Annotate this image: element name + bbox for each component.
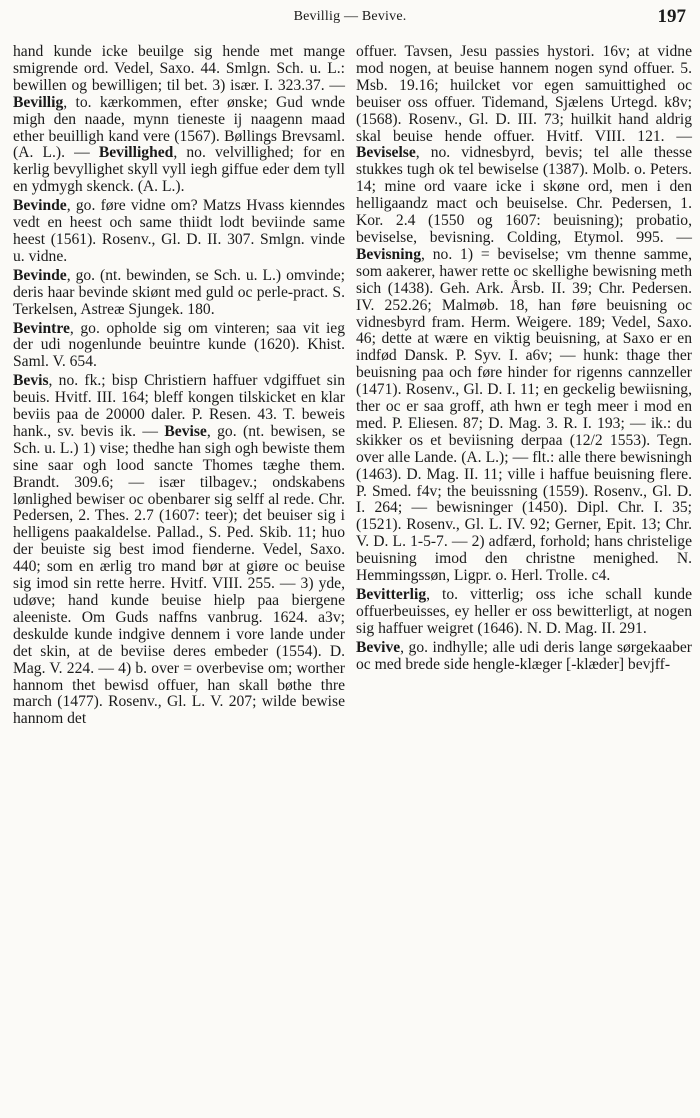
left-column: [13, 44, 345, 728]
headword: Bevillig: [13, 93, 64, 111]
entry-text: , go. opholde sig om vinteren; saa vit ieg der udi nogenlunde beuintre kunde (1620). Khist. Saml. V. 654.: [13, 319, 345, 371]
entry-text: offuer. Tavsen, Jesu passies hystori. 16v; at vidne mod nogen, at beuise hannem nogen synd offuer. 5. Msb. 19.16; huilcket vor egen samuittighed oc beuiser oss offuer. Tidemand, Sjælens Urtegd. k8v; (1568). Rosenv., Gl. D. III. 73; huilkit hand aldrig skal beuise hende offuer. Hvitf. VIII. 121. —: [356, 43, 692, 145]
headword: Bevive: [356, 638, 401, 656]
dictionary-entry: [356, 587, 692, 638]
headword: Bevintre: [13, 319, 70, 337]
headword: Bevinde: [13, 197, 67, 215]
entry-text: hand kunde icke beuilge sig hende met mange smigrende ord. Vedel, Saxo. 44. Smlgn. Sch. u. L.: bewillen og bewilligen; til bet. 3) især. I. 323.37. —: [13, 43, 345, 94]
headword: Bevise: [164, 422, 207, 440]
dictionary-entry: [13, 44, 345, 196]
right-column: [356, 44, 692, 674]
dictionary-entry: [356, 44, 692, 585]
page-header: [0, 6, 700, 30]
entry-text: , go. (nt. bewinden, se Sch. u. L.) omvinde; deris haar bevinde skiønt med guld oc perle-pract. S. Terkelsen, Astreæ Sjungek. 180.: [13, 266, 345, 318]
entry-text: , to. vitterlig; oss iche schall kunde offuerbeuisses, ey heller er oss bewitterligt, at nogen sig haffuer weigret (1646). N. D. Mag. II. 291.: [356, 586, 692, 637]
page-number: 197: [657, 6, 686, 27]
entry-text: , no. vidnesbyrd, bevis; tel alle thesse stukkes tugh ok tel bewiselse (1387). Molb. o. Peters. 14; mine ord vaare icke i skøne ord, men i den helligaandz mact och beuiselse. Chr. Pedersen, 1. Kor. 2.4 (1550 og 1607: beuisning); probatio, beviselse, bevisning. Colding, Etymol. 995. —: [356, 144, 692, 246]
dictionary-entry: [13, 198, 345, 266]
dictionary-entry: [13, 373, 345, 728]
entry-text: , go. føre vidne om? Matzs Hvass kienndes vedt en heest och same thiidt lodt beviinde same heest (1561). Rosenv., Gl. D. II. 307. Smlgn. vinde u. vidne.: [13, 197, 345, 265]
headword: Bevinde: [13, 266, 67, 284]
entry-text: , no. velvillighed; for en kerlig bevyllighet skyll vyll iegh giffue eder dem tyll en ydmygh skenck. (A. L.).: [13, 144, 345, 196]
headword: Bevitterlig: [356, 586, 427, 603]
dictionary-entry: [13, 321, 345, 372]
entry-text: , no. 1) = beviselse; vm thenne samme, som aakerer, hawer rette oc skellighe bewisning meth sich (1438). Geh. Ark. Årsb. II. 39; Chr. Pedersen. IV. 252.26; Malmøb. 18, han føre beuisning oc vidnesbyrd fram. Herm. Weigere. 189; Vedel, Saxo. 46; dette at wære en viktig beuisning, at Saxo er en indfød Dansk. P. Syv. I. a6v; — hunk: thage ther beuisning paa och føre hinder for rigenns cannzeller (1471). Rosenv., Gl. D. I. 11; en geckelig bewiisning, ther oc er saa groff, ath hwn er tegh meer i mod en med. P. Eliesen. 87; D. Mag. 3. R. I. 193; — ik.: du skikker os et beviisning derpaa (12/2 1553). Tegn. over alle Lande. (A. L.); — flt.: alle there bewisningh (1463). D. Mag. II. 11; ville i haffue beuisning flere. P. Smed. f4v; the beuissning (1559). Rosenv., Gl. D. I. 264; — bewisninger (1450). Dipl. Chr. I. 35; (1521). Rosenv., Gl. L. IV. 92; Gerner, Epit. 13; Chr. V. D. L. 1-5-7. — 2) adfærd, forhold; hans christelige beuisning imod den christne menighed. N. Hemmingssøn, Ligpr. o. Herl. Trolle. c4.: [356, 245, 692, 585]
headword: Bevis: [13, 372, 49, 390]
dictionary-entry: [13, 268, 345, 319]
running-head: Bevillig — Bevive.: [293, 9, 407, 24]
dictionary-entry: [356, 640, 692, 674]
entry-text: , to. kærkommen, efter ønske; Gud wnde migh den naade, mynn tieneste ij naagenn maad ether beuilligh kand vere (1567). Bøllings Brevsaml. (A. L.). —: [13, 93, 345, 162]
entry-text: , go. (nt. bewisen, se Sch. u. L.) 1) vise; thedhe han sigh ogh bewiste them sine saar ogh lood sancte Thomes tæghe them. Brandt. 309.6; — især tilbagev.; ondskabens lønlighed bewiser oc obenbarer sig selff al rede. Chr. Pedersen, 2. Thes. 2.7 (1607: teer); det beuiser sig i helligens paakaldelse. Pallad., S. Ped. Skib. 11; huo der beuiste sig best imod fienderne. Vedel, Saxo. 440; som en ærlig tro mand bør at giøre oc beuise sig imod sin rette herre. Hvitf. VIII. 255. — 3) yde, udøve; hand kunde beuise hielp paa biergene aleeniste. Om Guds naffns vanbrug. 1624. a3v; deskulde kunde indgive dennem i vore lande under det skin, at de beviise deres embeder (1554). D. Mag. V. 224. — 4) b. over = overbevise om; worther hannom thet bewisd offuer, han skall bøthe thre march (1477). Rosenv., Gl. L. V. 207; wilde bewise hannom det: [13, 422, 345, 728]
headword: Bevillighed: [98, 144, 174, 162]
headword: Bevisning: [356, 245, 421, 263]
headword: Beviselse: [356, 144, 416, 162]
entry-text: , go. indhylle; alle udi deris lange sørgekaaber oc med brede side hengle-klæger [-klæder] bevjff-: [356, 638, 692, 673]
entry-text: , no. fk.; bisp Christiern haffuer vdgiffuet sin beuis. Hvitf. III. 164; bleff kongen tilskicket en klar beviis paa de 20000 daler. P. Resen. 43. T. beweis hank., sv. bevis ik. —: [13, 372, 345, 440]
